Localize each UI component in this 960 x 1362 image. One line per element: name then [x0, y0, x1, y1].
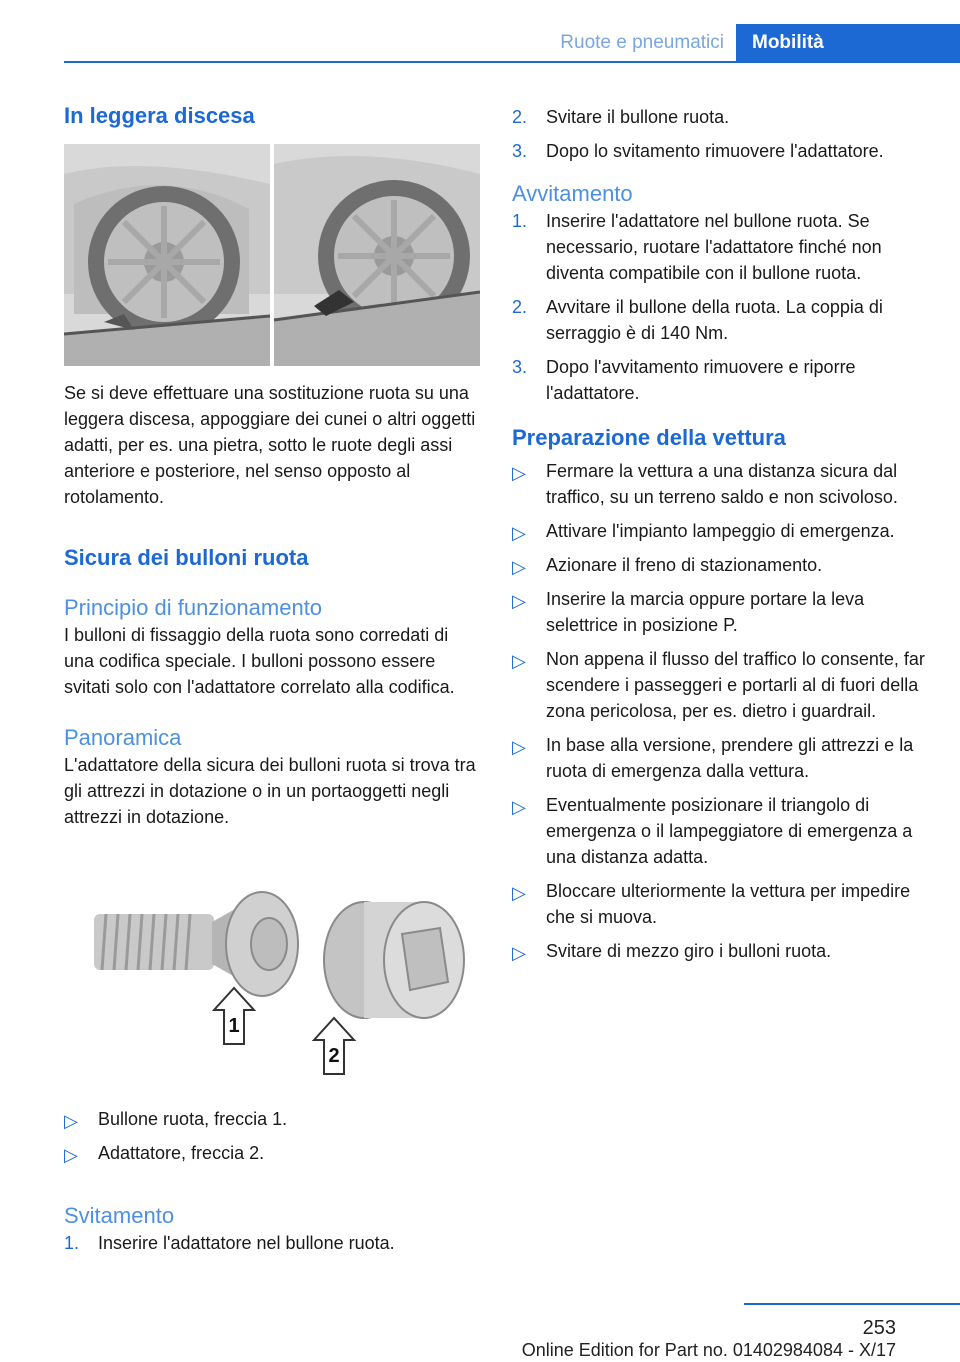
overview-paragraph: L'adattatore della sicura dei bulloni ruota si trova tra gli attrezzi in dotazione o in un portaoggetti negli attrezzi in dotazione. — [64, 755, 476, 827]
heading-overview: Panoramica — [64, 725, 182, 750]
header-section-title: Ruote e pneumatici — [560, 32, 724, 53]
heading-preparation: Preparazione della vettura — [512, 425, 786, 450]
page-number: 253 — [862, 1317, 896, 1339]
heading-wheel-lock: Sicura dei bulloni ruota — [64, 545, 309, 570]
list-item: 3. Dopo lo svitamento rimuovere l'adattatore. — [512, 141, 884, 161]
list-item: 1. Inserire l'adattatore nel bullone ruota. — [64, 1233, 395, 1253]
heading-screw: Avvitamento — [512, 181, 633, 206]
list-item: ▷ Attivare l'impianto lampeggio di emergenza. — [512, 521, 895, 543]
right-column — [512, 104, 928, 972]
unscrew-steps-start — [64, 1230, 480, 1256]
list-item: ▷ Inserire la marcia oppure portare la leva selettrice in posizione P. — [512, 589, 865, 635]
list-item: 1. Inserire l'adattatore nel bullone ruota. Se necessario, ruotare l'adattatore finché non diventa compatibile con il bullone ruota. — [512, 211, 882, 283]
list-item: ▷ Azionare il freno di stazionamento. — [512, 555, 823, 577]
figure-legend-list — [64, 1106, 480, 1166]
list-item: 2. Avvitare il bullone della ruota. La coppia di serraggio è di 140 Nm. — [512, 297, 883, 343]
preparation-list — [512, 458, 928, 964]
heading-principle: Principio di funzionamento — [64, 595, 323, 620]
list-item: ▷ Adattatore, freccia 2. — [64, 1143, 265, 1165]
heading-unscrew: Svitamento — [64, 1203, 175, 1228]
list-item: 2. Svitare il bullone ruota. — [512, 107, 730, 127]
car-on-slope-figure — [64, 144, 480, 366]
list-item: ▷ Fermare la vettura a una distanza sicura dal traffico, su un terreno saldo e non scivoloso. — [512, 461, 898, 507]
figure-label-1: 1 — [228, 1015, 240, 1037]
heading-slope: In leggera discesa — [64, 103, 255, 128]
principle-paragraph: I bulloni di fissaggio della ruota sono corredati di una codifica speciale. I bulloni possono essere svitati solo con l'adattatore correlato alla codifica. — [64, 625, 455, 697]
edition-footer: Online Edition for Part no. 01402984084 - X/17 — [521, 1340, 896, 1360]
list-item: ▷ Eventualmente posizionare il triangolo di emergenza o il lampeggiatore di emergenza a una distanza adatta. — [512, 795, 913, 867]
slope-paragraph: Se si deve effettuare una sostituzione ruota su una leggera discesa, appoggiare dei cunei o altri oggetti adatti, per es. una pietra, sotto le ruote degli assi anteriore e posteriore, nel senso opposto al rotolamento. — [64, 383, 476, 507]
left-column — [64, 96, 480, 1264]
list-item: ▷ Bullone ruota, freccia 1. — [64, 1109, 288, 1131]
list-item: ▷ Bloccare ulteriormente la vettura per impedire che si muova. — [512, 881, 911, 927]
screw-steps — [512, 208, 928, 406]
list-item: ▷ Svitare di mezzo giro i bulloni ruota. — [512, 941, 832, 963]
list-item: 3. Dopo l'avvitamento rimuovere e riporre l'adattatore. — [512, 357, 856, 403]
figure-label-2: 2 — [328, 1045, 340, 1067]
unscrew-steps-continued — [512, 104, 928, 164]
wheel-bolt-adapter-figure — [64, 864, 480, 1094]
footer-rule — [744, 1303, 960, 1305]
list-item: ▷ Non appena il flusso del traffico lo consente, far scendere i passeggeri e portarli al di fuori della zona pericolosa, per es. dietro i guardrail. — [512, 649, 925, 721]
header-chapter-tab: Mobilità — [736, 24, 960, 62]
list-item: ▷ In base alla versione, prendere gli attrezzi e la ruota di emergenza dalla vettura. — [512, 735, 914, 781]
